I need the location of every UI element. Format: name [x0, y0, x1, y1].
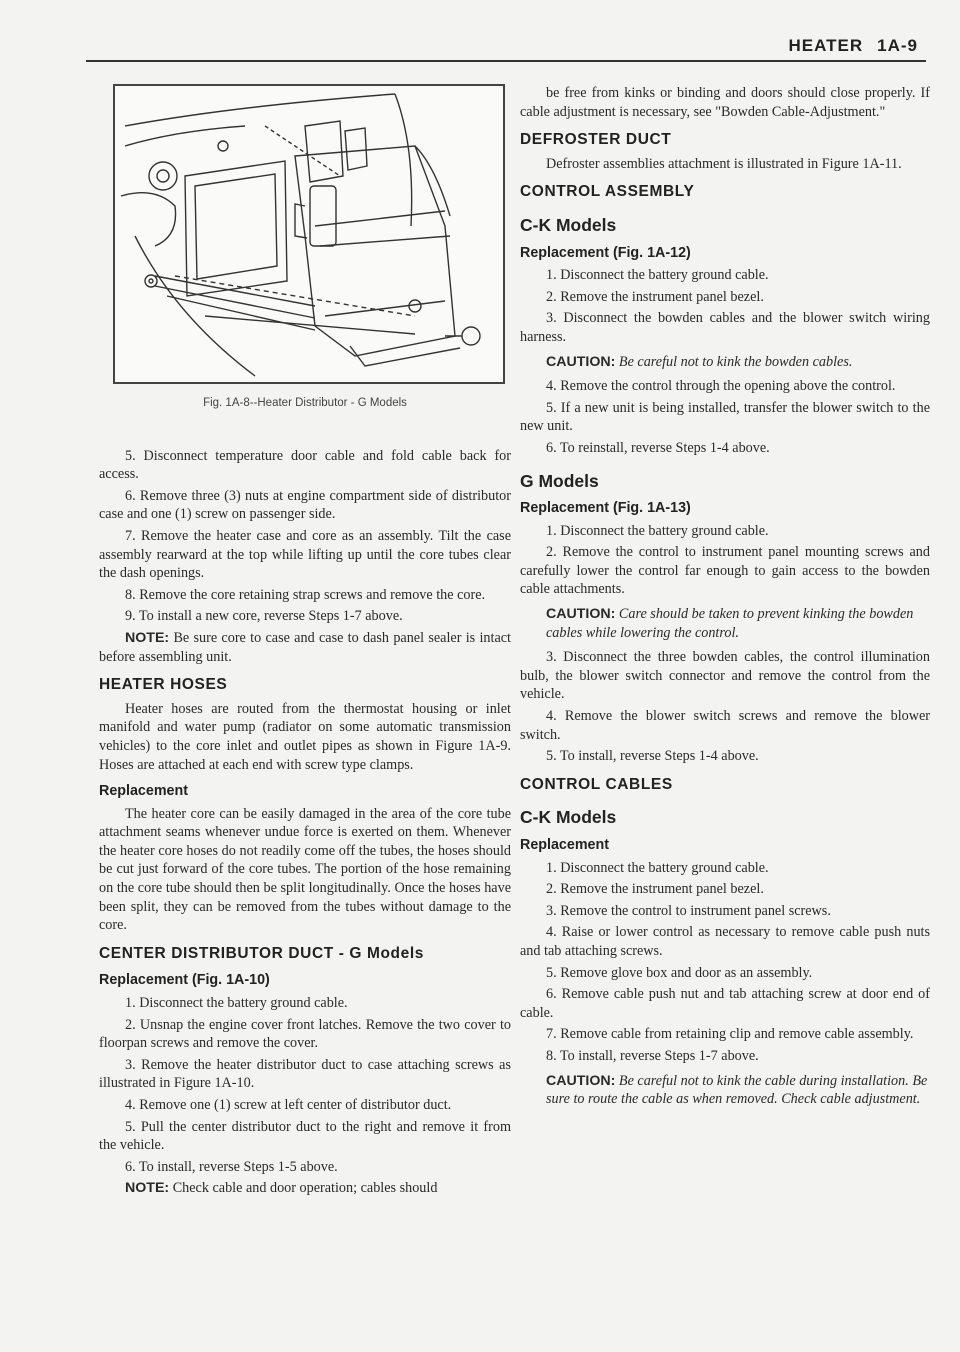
g-step-1: 1. Disconnect the battery ground cable.	[546, 522, 769, 539]
cables-step-5: 5. Remove glove box and door as an assembly.	[546, 964, 813, 981]
header-rule	[86, 60, 926, 62]
left-column	[99, 84, 511, 1201]
ck-step-4: 4. Remove the control through the opening above the control.	[546, 378, 896, 395]
caution-1-text: Be careful not to kink the bowden cables.	[615, 353, 853, 370]
ck-models-heading-2: C-K Models	[520, 807, 617, 828]
control-cables-heading: CONTROL CABLES	[520, 775, 673, 793]
g-step-2: 2. Remove the control to instrument panel mounting screws and carefully lower the control far enough to gain access to the bowden cable attachments.	[520, 544, 930, 598]
note-2-text: Check cable and door operation; cables should	[169, 1180, 438, 1197]
heater-distributor-figure	[113, 84, 505, 384]
ck-step-6: 6. To reinstall, reverse Steps 1-4 above.	[546, 439, 770, 456]
caution-3-label: CAUTION:	[546, 1072, 616, 1089]
figure-caption: Fig. 1A-8--Heater Distributor - G Models	[203, 397, 407, 409]
cables-step-4: 4. Raise or lower control as necessary to remove cable push nuts and tab attaching screws.	[520, 924, 930, 959]
cables-step-1: 1. Disconnect the battery ground cable.	[546, 859, 769, 876]
ck-step-2: 2. Remove the instrument panel bezel.	[546, 288, 764, 305]
header-title: HEATER	[788, 36, 864, 55]
cables-step-7: 7. Remove cable from retaining clip and remove cable assembly.	[546, 1026, 914, 1043]
g-replacement-heading: Replacement (Fig. 1A-13)	[520, 500, 691, 517]
page-header	[775, 36, 919, 56]
step-6: 6. Remove three (3) nuts at engine compartment side of distributor case and one (1) screw on passenger side.	[99, 487, 511, 523]
defroster-heading: DEFROSTER DUCT	[520, 131, 672, 149]
cables-step-3: 3. Remove the control to instrument panel screws.	[546, 902, 831, 919]
replacement-text: The heater core can be easily damaged in the area of the core tube attachment seams whenever undue force is exerted on them. Whenever the heater core hoses do not readily come off the tubes, the hoses should be cut just forward of the core tubes. The portion of the hose remaining on the core tube should then be split longitudinally. Once the hoses have been split, they can be removed from the tubes without damage to the core.	[99, 805, 511, 934]
caution-3-text: Be careful not to kink the cable during installation. Be sure to route the cable as when removed. Check cable adjustment.	[546, 1072, 928, 1108]
step-7: 7. Remove the heater case and core as an assembly. Tilt the case assembly rearward at the top while lifting up until the core tubes clear the dash openings.	[99, 527, 511, 582]
heater-distributor-illustration	[115, 86, 503, 382]
center-step-2: 2. Unsnap the engine cover front latches. Remove the two cover to floorpan screws and remove the cover.	[99, 1016, 511, 1052]
g-step-3: 3. Disconnect the three bowden cables, the control illumination bulb, the blower switch connector and remove the control from the vehicle.	[520, 649, 930, 703]
caution-2-label: CAUTION:	[546, 606, 616, 623]
note-1-label: NOTE:	[125, 629, 170, 646]
right-column	[520, 84, 930, 1115]
defroster-text: Defroster assemblies attachment is illustrated in Figure 1A-11.	[546, 155, 902, 172]
center-step-1: 1. Disconnect the battery ground cable.	[125, 995, 348, 1012]
page-number: 1A-9	[877, 36, 918, 55]
g-models-heading: G Models	[520, 470, 599, 491]
note-2	[99, 1179, 511, 1198]
cables-step-2: 2. Remove the instrument panel bezel.	[546, 881, 764, 898]
center-step-5: 5. Pull the center distributor duct to the right and remove it from the vehicle.	[99, 1118, 511, 1154]
center-replacement-heading: Replacement (Fig. 1A-10)	[99, 972, 270, 989]
g-step-4: 4. Remove the blower switch screws and remove the blower switch.	[520, 708, 930, 743]
caution-2	[546, 605, 930, 642]
continued-text: be free from kinks or binding and doors should close properly. If cable adjustment is necessary, see "Bowden Cable-Adjustment."	[520, 85, 930, 120]
heater-hoses-text: Heater hoses are routed from the thermostat housing or inlet manifold and water pump (radiator on some automatic transmission vehicles) to the core inlet and outlet pipes as shown in Figure 1A-9. Hoses are attached at each end with screw type clamps.	[99, 700, 511, 773]
ck-step-3: 3. Disconnect the bowden cables and the blower switch wiring harness.	[520, 310, 930, 345]
ck-models-heading: C-K Models	[520, 214, 617, 235]
cables-replacement-heading: Replacement	[520, 837, 609, 853]
g-step-5: 5. To install, reverse Steps 1-4 above.	[546, 748, 759, 765]
control-assembly-heading: CONTROL ASSEMBLY	[520, 183, 695, 201]
step-5: 5. Disconnect temperature door cable and fold cable back for access.	[99, 447, 511, 483]
center-step-6: 6. To install, reverse Steps 1-5 above.	[125, 1158, 338, 1175]
step-9: 9. To install a new core, reverse Steps 1-7 above.	[125, 608, 403, 625]
ck-replacement-heading: Replacement (Fig. 1A-12)	[520, 244, 691, 261]
note-1	[99, 629, 511, 666]
caution-3	[546, 1072, 930, 1109]
ck-step-5: 5. If a new unit is being installed, transfer the blower switch to the new unit.	[520, 399, 930, 435]
cables-step-6: 6. Remove cable push nut and tab attaching screw at door end of cable.	[520, 986, 930, 1021]
caution-2-text: Care should be taken to prevent kinking the bowden cables while lowering the control.	[546, 606, 914, 641]
caution-1	[546, 353, 930, 372]
note-1-text: Be sure core to case and case to dash panel sealer is intact before assembling unit.	[99, 629, 511, 665]
step-8: 8. Remove the core retaining strap screws and remove the core.	[125, 586, 486, 603]
caution-1-label: CAUTION:	[546, 353, 616, 370]
ck-step-1: 1. Disconnect the battery ground cable.	[546, 267, 769, 284]
heater-hoses-heading: HEATER HOSES	[99, 676, 228, 694]
center-step-4: 4. Remove one (1) screw at left center of distributor duct.	[125, 1097, 452, 1113]
center-distributor-heading: CENTER DISTRIBUTOR DUCT - G Models	[99, 944, 424, 962]
note-2-label: NOTE:	[125, 1180, 170, 1197]
replacement-heading: Replacement	[99, 783, 188, 800]
cables-step-8: 8. To install, reverse Steps 1-7 above.	[546, 1047, 759, 1064]
center-step-3: 3. Remove the heater distributor duct to case attaching screws as illustrated in Figure 1A-10.	[99, 1056, 511, 1092]
